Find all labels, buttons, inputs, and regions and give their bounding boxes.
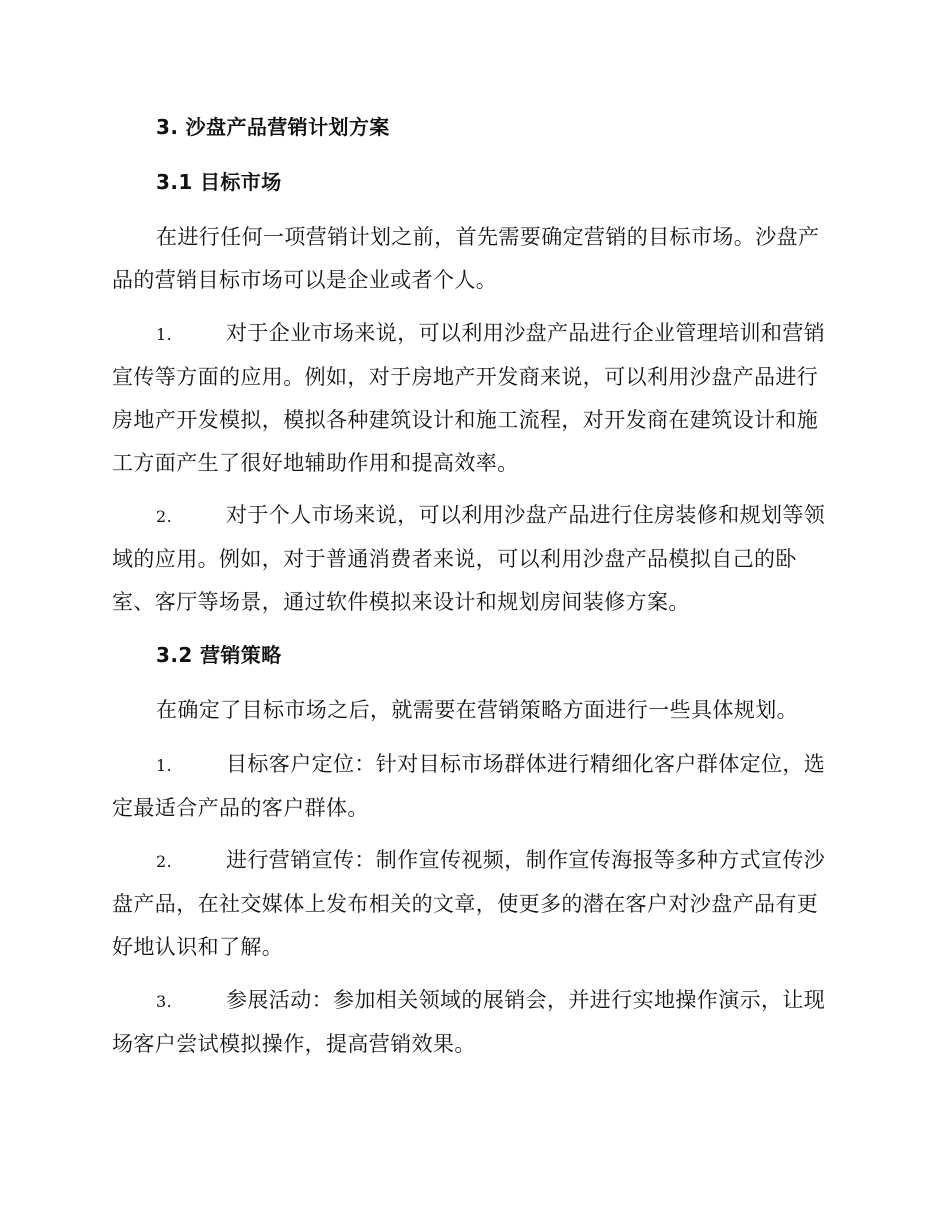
list-item-exhibition [112,979,834,1066]
list-item-promotion [112,839,834,969]
list-item-text: 对于企业市场来说，可以利用沙盘产品进行企业管理培训和营销宣传等方面的应用。例如，对于房地产开发商来说，可以利用沙盘产品进行房地产开发模拟，模拟各种建筑设计和施工流程，对开发商在建筑设计和施工方面产生了很好地辅助作用和提高效率。 [112,321,826,475]
section-title: 3. 沙盘产品营销计划方案 [156,115,390,139]
list-item-personal-market [112,494,834,624]
list-item-text: 对于个人市场来说，可以利用沙盘产品进行住房装修和规划等领域的应用。例如，对于普通消费者来说，可以利用沙盘产品模拟自己的卧室、客厅等场景，通过软件模拟来设计和规划房间装修方案。 [112,503,826,614]
list-number: 2. [156,852,173,871]
list-number: 2. [156,507,173,526]
subsection-title-marketing-strategy: 3.2 营销策略 [156,643,282,667]
list-item-text: 进行营销宣传：制作宣传视频，制作宣传海报等多种方式宣传沙盘产品，在社交媒体上发布相关的文章，使更多的潜在客户对沙盘产品有更好地认识和了解。 [112,848,826,959]
subsection-title-target-market: 3.1 目标市场 [156,170,282,194]
paragraph-target-market-intro: 在进行任何一项营销计划之前，首先需要确定营销的目标市场。沙盘产品的营销目标市场可以是企业或者个人。 [112,225,820,292]
paragraph-strategy-intro: 在确定了目标市场之后，就需要在营销策略方面进行一些具体规划。 [156,698,798,722]
list-item-customer-positioning [112,743,834,830]
list-item-text: 目标客户定位：针对目标市场群体进行精细化客户群体定位，选定最适合产品的客户群体。 [112,752,826,820]
list-item-enterprise-market [112,312,834,485]
list-number: 1. [156,756,173,775]
list-number: 3. [156,992,173,1011]
list-number: 1. [156,325,173,344]
list-item-text: 参展活动：参加相关领域的展销会，并进行实地操作演示，让现场客户尝试模拟操作，提高营销效果。 [112,988,826,1056]
